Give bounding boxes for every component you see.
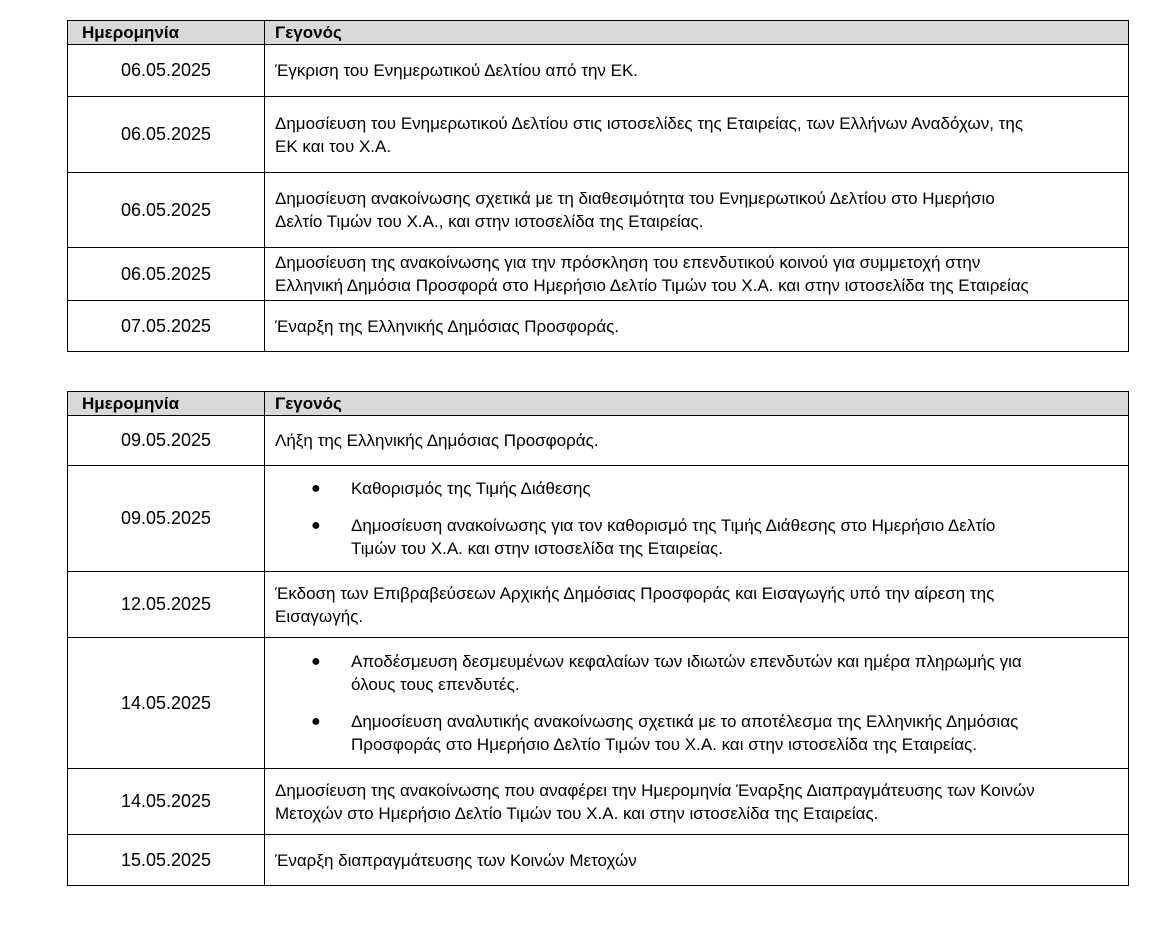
table-header-row	[68, 392, 1129, 416]
event-date: 06.05.2025	[68, 97, 265, 173]
event-description	[265, 248, 1129, 301]
bullet-list	[275, 477, 1128, 560]
header-event: Γεγονός	[265, 21, 1129, 45]
bullet-line: Αποδέσμευση δεσμευμένων κεφαλαίων των ιδιωτών επενδυτών και ημέρα πληρωμής για	[351, 652, 1022, 671]
table-row	[68, 301, 1129, 352]
table-row	[68, 638, 1129, 769]
bullet-item	[275, 514, 1128, 560]
event-date: 09.05.2025	[68, 416, 265, 466]
table-row	[68, 45, 1129, 97]
event-line: Έγκριση του Ενημερωτικού Δελτίου από την ΕΚ.	[275, 61, 639, 80]
table-row	[68, 835, 1129, 886]
table-row	[68, 173, 1129, 248]
header-date: Ημερομηνία	[68, 392, 265, 416]
event-line: Έκδοση των Επιβραβεύσεων Αρχικής Δημόσιας Προσφοράς και Εισαγωγής υπό την αίρεση της	[275, 583, 995, 603]
event-date: 06.05.2025	[68, 248, 265, 301]
event-description	[265, 173, 1129, 248]
schedule-table-1	[67, 20, 1129, 352]
event-description	[265, 572, 1129, 638]
bullet-item	[275, 477, 1128, 500]
event-date: 09.05.2025	[68, 466, 265, 572]
event-line: Δημοσίευση της ανακοίνωσης που αναφέρει την Ημερομηνία Έναρξης Διαπραγμάτευσης των Κοινών	[275, 780, 1035, 800]
table-row	[68, 248, 1129, 301]
bullet-line: Τιμών του Χ.Α. και στην ιστοσελίδα της Εταιρείας.	[351, 539, 723, 558]
bullet-item	[275, 710, 1128, 756]
event-line: Έναρξη διαπραγμάτευσης των Κοινών Μετοχών	[275, 850, 637, 870]
event-description	[265, 638, 1129, 769]
event-date: 14.05.2025	[68, 769, 265, 835]
event-line: Ελληνική Δημόσια Προσφορά στο Ημερήσιο Δελτίο Τιμών του Χ.Α. και στην ιστοσελίδα της Εταιρείας	[275, 276, 1029, 295]
event-description	[265, 45, 1129, 97]
event-line: Δημοσίευση της ανακοίνωσης για την πρόσκληση του επενδυτικού κοινού για συμμετοχή στην	[275, 253, 981, 272]
event-line: Δελτίο Τιμών του Χ.Α., και στην ιστοσελίδα της Εταιρείας.	[275, 212, 704, 231]
bullet-icon: ●	[311, 653, 321, 670]
event-date: 06.05.2025	[68, 173, 265, 248]
header-event: Γεγονός	[265, 392, 1129, 416]
bullet-line: Δημοσίευση αναλυτικής ανακοίνωσης σχετικά με το αποτέλεσμα της Ελληνικής Δημόσιας	[351, 712, 1019, 731]
event-line: Εισαγωγής.	[275, 606, 364, 626]
bullet-line: Δημοσίευση ανακοίνωσης για τον καθορισμό της Τιμής Διάθεσης στο Ημερήσιο Δελτίο	[351, 516, 996, 535]
event-description	[265, 466, 1129, 572]
table-row	[68, 466, 1129, 572]
event-line: Δημοσίευση ανακοίνωσης σχετικά με τη διαθεσιμότητα του Ενημερωτικού Δελτίου στο Ημερήσιο	[275, 189, 995, 208]
event-date: 15.05.2025	[68, 835, 265, 886]
event-date: 07.05.2025	[68, 301, 265, 352]
event-description	[265, 301, 1129, 352]
table-row	[68, 572, 1129, 638]
event-description	[265, 97, 1129, 173]
table-header-row	[68, 21, 1129, 45]
event-description	[265, 416, 1129, 466]
event-description	[265, 835, 1129, 886]
table-row	[68, 97, 1129, 173]
event-date: 14.05.2025	[68, 638, 265, 769]
bullet-line: Προσφοράς στο Ημερήσιο Δελτίο Τιμών του Χ.Α. και στην ιστοσελίδα της Εταιρείας.	[351, 735, 977, 754]
event-line: Έναρξη της Ελληνικής Δημόσιας Προσφοράς.	[275, 316, 620, 336]
bullet-item	[275, 650, 1128, 696]
event-line: Λήξη της Ελληνικής Δημόσιας Προσφοράς.	[275, 431, 599, 450]
event-line: Δημοσίευση του Ενημερωτικού Δελτίου στις ιστοσελίδες της Εταιρείας, των Ελλήνων Αναδόχων, της	[275, 113, 1024, 133]
event-line: Μετοχών στο Ημερήσιο Δελτίο Τιμών του Χ.Α. και στην ιστοσελίδα της Εταιρείας.	[275, 803, 879, 823]
header-date: Ημερομηνία	[68, 21, 265, 45]
table-row	[68, 769, 1129, 835]
bullet-line: Καθορισμός της Τιμής Διάθεσης	[351, 479, 591, 498]
table-row	[68, 416, 1129, 466]
bullet-list	[275, 650, 1128, 756]
event-date: 06.05.2025	[68, 45, 265, 97]
bullet-icon: ●	[311, 517, 321, 534]
event-date: 12.05.2025	[68, 572, 265, 638]
schedule-table-2	[67, 391, 1129, 886]
event-line: ΕΚ και του Χ.Α.	[275, 136, 392, 156]
bullet-icon: ●	[311, 480, 321, 497]
bullet-line: όλους τους επενδυτές.	[351, 675, 520, 694]
bullet-icon: ●	[311, 713, 321, 730]
event-description	[265, 769, 1129, 835]
